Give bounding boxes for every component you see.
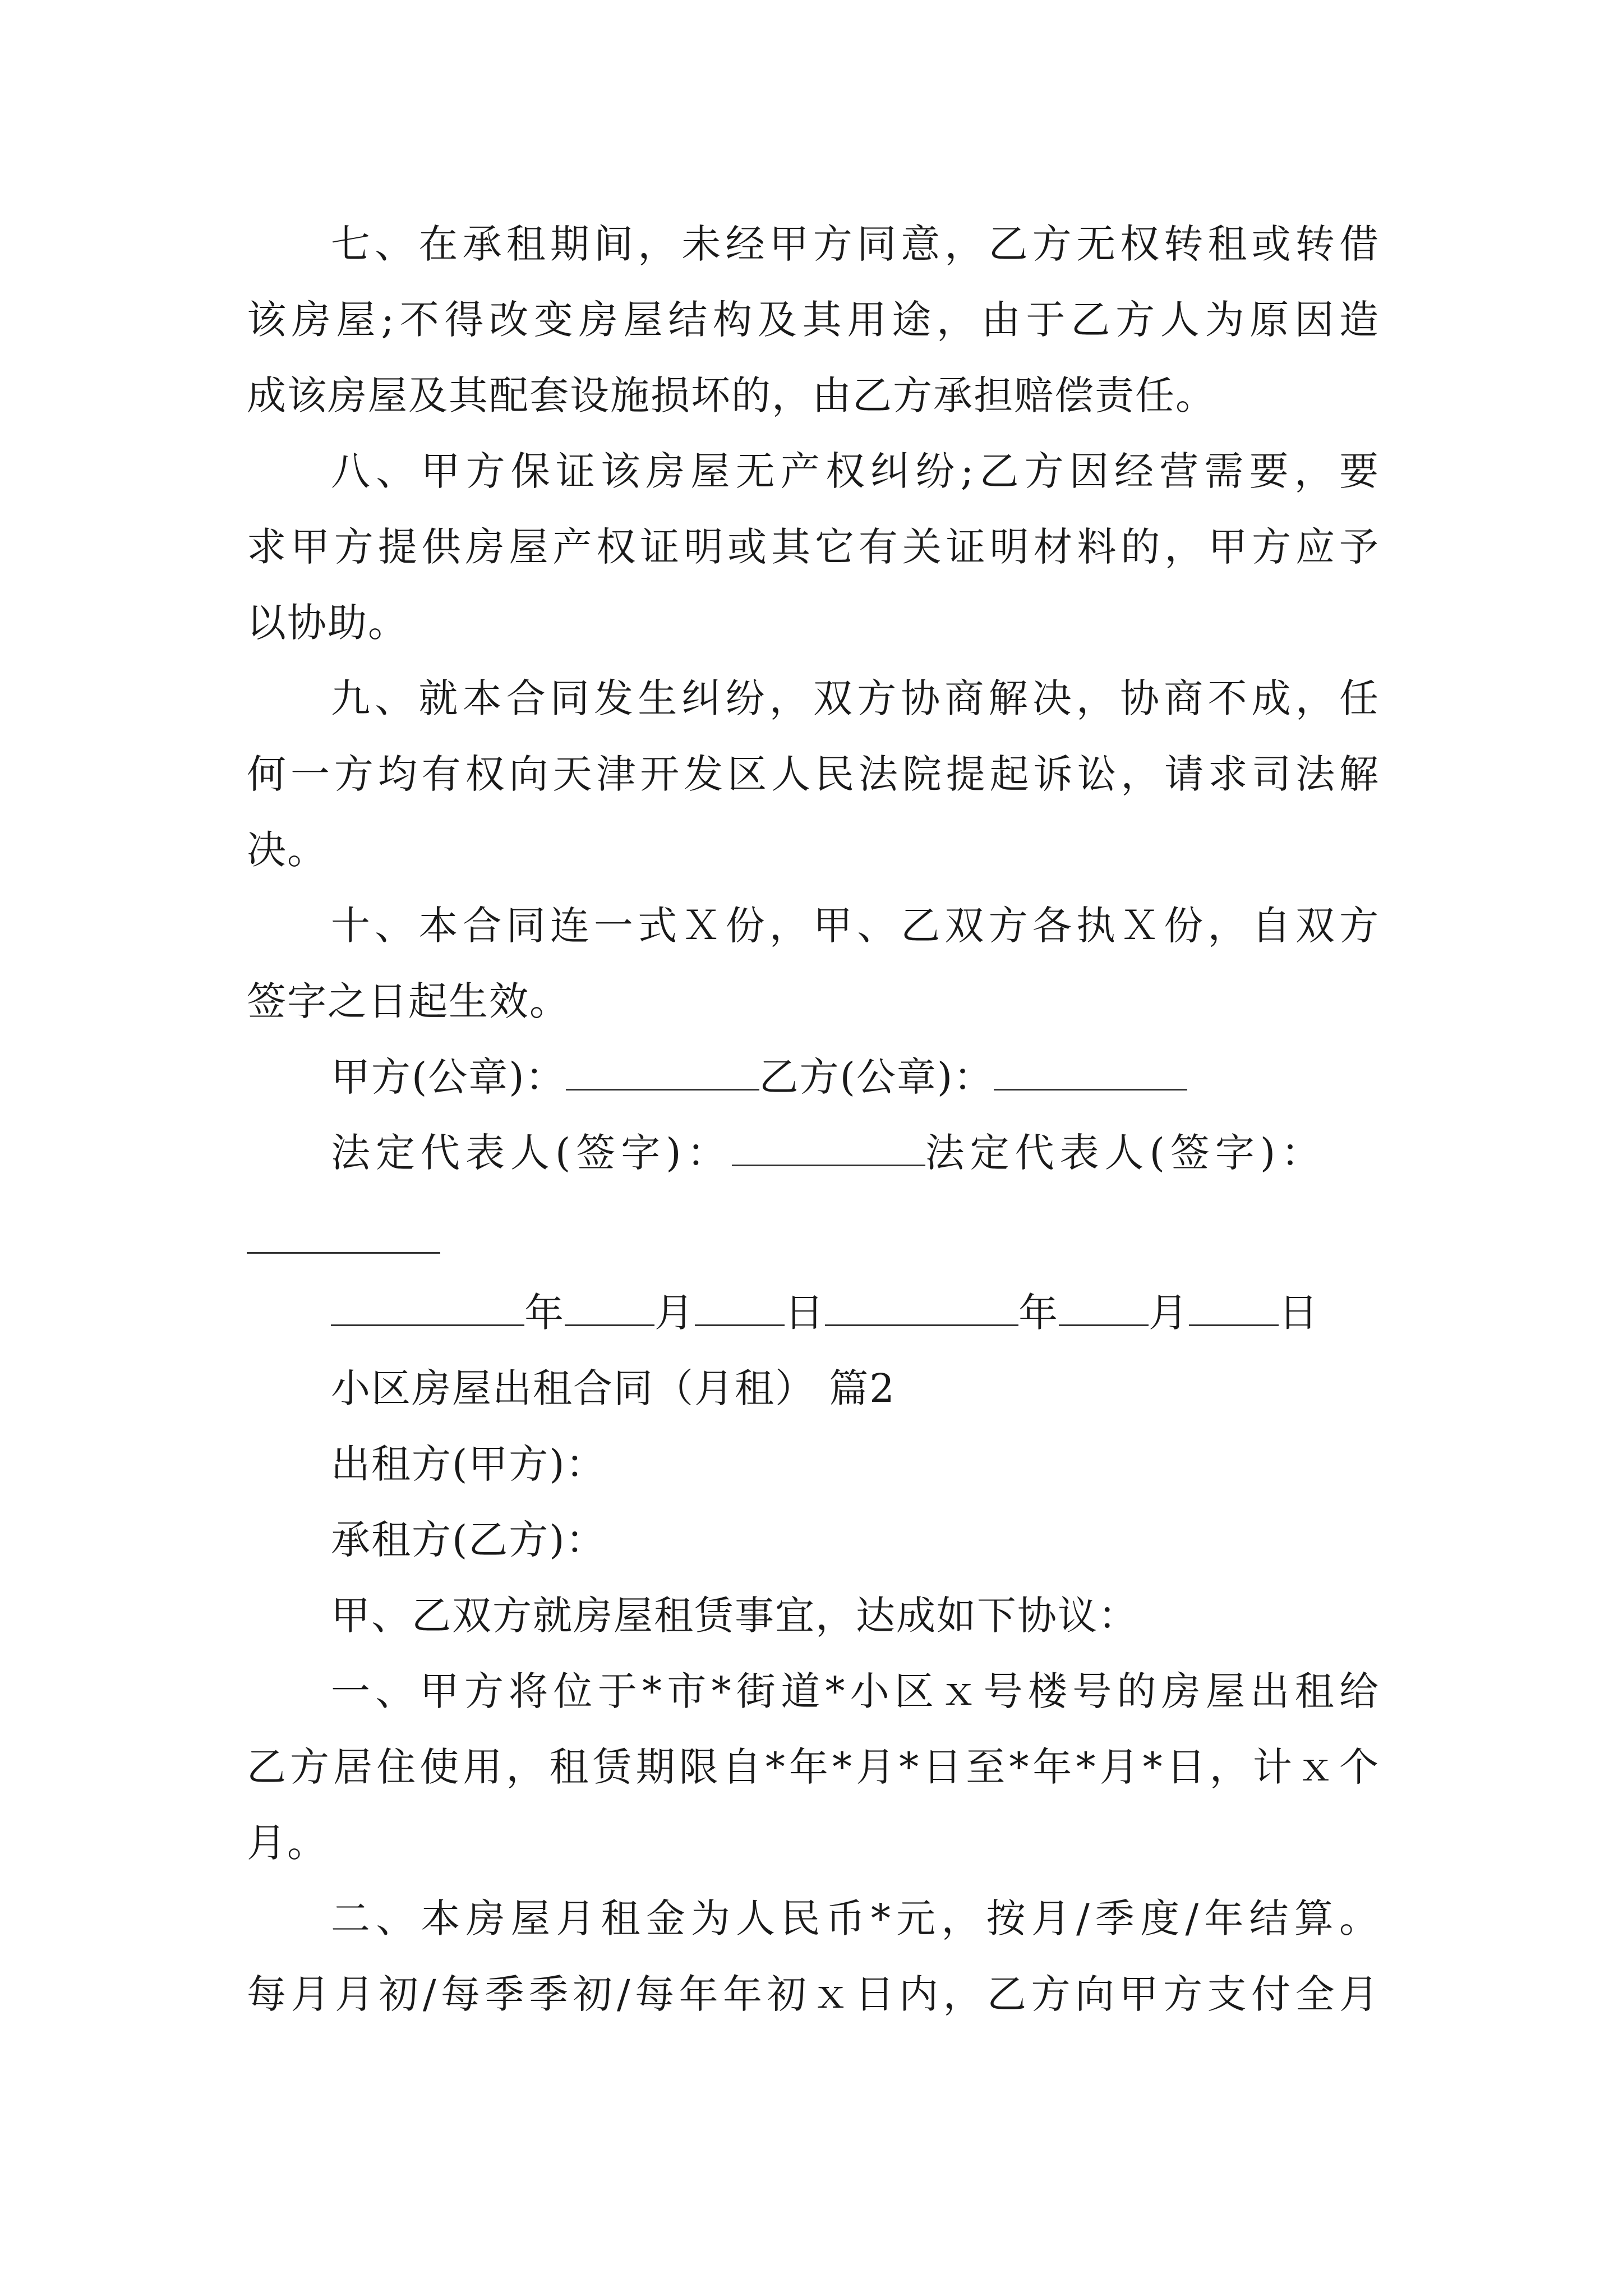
year-a-blank <box>331 1285 524 1326</box>
clause-7-line-1: 七、在承租期间，未经甲方同意，乙方无权转租或转借 <box>331 221 1380 267</box>
agreement-intro: 甲、乙双方就房屋租赁事宜，达成如下协议： <box>331 1593 1138 1639</box>
clause-8-line-3: 以协助。 <box>247 600 408 646</box>
lessor-label: 出租方(甲方)： <box>331 1441 606 1487</box>
day-a-blank <box>695 1285 785 1326</box>
seal-row <box>331 1049 1187 1105</box>
section-2-clause-2-line-2: 每月月初/每季季初/每年年初ｘ日内，乙方向甲方支付全月 <box>247 1971 1380 2017</box>
clause-10-line-1: 十、本合同连一式Ｘ份，甲、乙双方各执Ｘ份，自双方 <box>331 903 1380 949</box>
rep-a-blank <box>732 1125 925 1166</box>
section-2-clause-1-line-2: 乙方居住使用，租赁期限自*年*月*日至*年*月*日，计ｘ个 <box>247 1744 1380 1790</box>
clause-7-line-2: 该房屋;不得改变房屋结构及其用途，由于乙方人为原因造 <box>247 297 1380 343</box>
lessee-label: 承租方(乙方)： <box>331 1517 606 1563</box>
day-b-blank <box>1189 1285 1279 1326</box>
clause-8-line-2: 求甲方提供房屋产权证明或其它有关证明材料的，甲方应予 <box>247 524 1380 570</box>
year-b-blank <box>825 1285 1018 1326</box>
section-2-clause-2-line-1: 二、本房屋月租金为人民币*元，按月/季度/年结算。 <box>331 1895 1380 1941</box>
year-b-label: 年 <box>1018 1290 1059 1336</box>
clause-9-line-1: 九、就本合同发生纠纷，双方协商解决，协商不成，任 <box>331 675 1380 721</box>
party-a-seal-blank <box>566 1050 759 1091</box>
clause-9-line-3: 决。 <box>247 827 328 873</box>
date-row <box>331 1285 1319 1341</box>
year-a-label: 年 <box>524 1290 565 1336</box>
clause-8-line-1: 八、甲方保证该房屋无产权纠纷;乙方因经营需要，要 <box>331 448 1380 494</box>
month-b-blank <box>1059 1285 1149 1326</box>
month-a-blank <box>565 1285 654 1326</box>
party-b-seal-blank <box>994 1050 1187 1091</box>
clause-10-line-2: 签字之日起生效。 <box>247 978 570 1024</box>
month-a-label: 月 <box>654 1290 695 1336</box>
clause-9-line-2: 何一方均有权向天津开发区人民法院提起诉讼，请求司法解 <box>247 751 1380 797</box>
section-2-clause-1-line-3: 月。 <box>247 1820 328 1866</box>
day-a-label: 日 <box>785 1290 825 1336</box>
rep-a-label: 法定代表人(签字)： <box>331 1130 732 1176</box>
rep-b-label: 法定代表人(签字)： <box>925 1130 1326 1176</box>
day-b-label: 日 <box>1279 1290 1319 1336</box>
party-a-seal-label: 甲方(公章)： <box>331 1054 566 1100</box>
party-b-seal-label: 乙方(公章)： <box>759 1054 994 1100</box>
month-b-label: 月 <box>1149 1290 1189 1336</box>
rep-b-blank <box>247 1252 440 1254</box>
clause-7-line-3: 成该房屋及其配套设施损坏的，由乙方承担赔偿责任。 <box>247 372 1216 418</box>
section-2-clause-1-line-1: 一、甲方将位于*市*街道*小区ｘ号楼号的房屋出租给 <box>331 1668 1380 1714</box>
section-2-title: 小区房屋出租合同（月租） 篇2 <box>331 1365 896 1411</box>
representative-row <box>331 1125 1326 1181</box>
